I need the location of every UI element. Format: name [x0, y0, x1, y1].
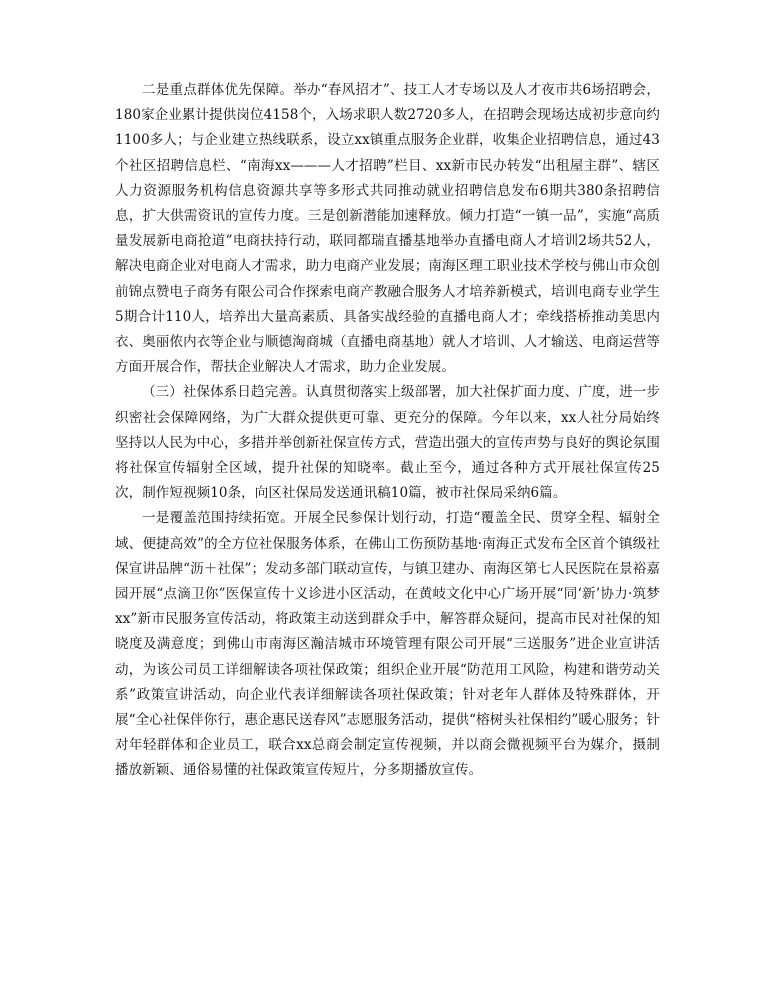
paragraph-coverage-expansion: 一是覆盖范围持续拓宽。开展全民参保计划行动，打造“覆盖全民、贯穿全程、辐射全域、便捷高效”的全方位社保服务体系，在佛山工伤预防基地·南海正式发布全区首个镇级社保宣讲品牌“沥＋社保”；发动多部门联动宣传，与镇卫建办、南海区第七人民医院在景裕嘉园开展“点滴卫你”医保宣传十义诊进小区活动，在黄岐文化中心广场开展“同‘新’协力·筑梦xx”新市民服务宣传活动，将政策主动送到群众手中，解答群众疑问，提高市民对社保的知晓度及满意度；到佛山市南海区瀚洁城市环境管理有限公司开展“三送服务”进企业宣讲活动，为该公司员工详细解读各项社保政策；组织企业开展“防范用工风险，构建和谐劳动关系”政策宣讲活动，向企业代表详细解读各项社保政策；针对老年人群体及特殊群体，开展“全心社保伴你行，惠企惠民送春风”志愿服务活动，提供“榕树头社保相约”暖心服务；针对年轻群体和企业员工，联合xx总商会制定宣传视频，并以商会微视频平台为媒介，摄制播放新颖、通俗易懂的社保政策宣传短片，分多期播放宣传。	[115, 510, 660, 779]
paragraph-key-groups-employment: 二是重点群体优先保障。举办“春风招才”、技工人才专场以及人才夜市共6场招聘会，180家企业累计提供岗位4158个，入场求职人数2720多人，在招聘会现场达成初步意向约1100多人；与企业建立热线联系，设立xx镇重点服务企业群，收集企业招聘信息，通过43个社区招聘信息栏、“南海xx———人才招聘”栏目、xx新市民办转发“出租屋主群”、辖区人力资源服务机构信息资源共享等多形式共同推动就业招聘信息发布6期共380条招聘信息，扩大供需资讯的宣传力度。三是创新潜能加速释放。倾力打造“一镇一品”，实施“高质量发展新电商抢道”电商扶持行动，联同都瑞直播基地举办直播电商人才培训2场共52人，解决电商企业对电商人才需求，助力电商产业发展；南海区理工职业技术学校与佛山市众创前锦点赞电子商务有限公司合作探索电商产教融合服务人才培养新模式，培训电商专业学生5期合计110人，培养出大量高素质、具备实战经验的直播电商人才；牵线搭桥推动美思内衣、奥丽侬内衣等企业与顺德淘商城（直播电商基地）就人才培训、人才输送、电商运营等方面开展合作，帮扶企业解决人才需求，助力企业发展。	[115, 82, 660, 376]
document-body	[115, 78, 660, 784]
paragraph-social-security-system: （三）社保体系日趋完善。认真贯彻落实上级部署，加大社保扩面力度、广度，进一步织密社会保障网络，为广大群众提供更可靠、更充分的保障。今年以来，xx人社分局始终坚持以人民为中心，多措并举创新社保宣传方式，营造出强大的宣传声势与良好的舆论氛围将社保宣传辐射全区域，提升社保的知晓率。截止至今，通过各种方式开展社保宣传25次，制作短视频10条，向区社保局发送通讯稿10篇，被市社保局采纳6篇。	[115, 384, 660, 502]
